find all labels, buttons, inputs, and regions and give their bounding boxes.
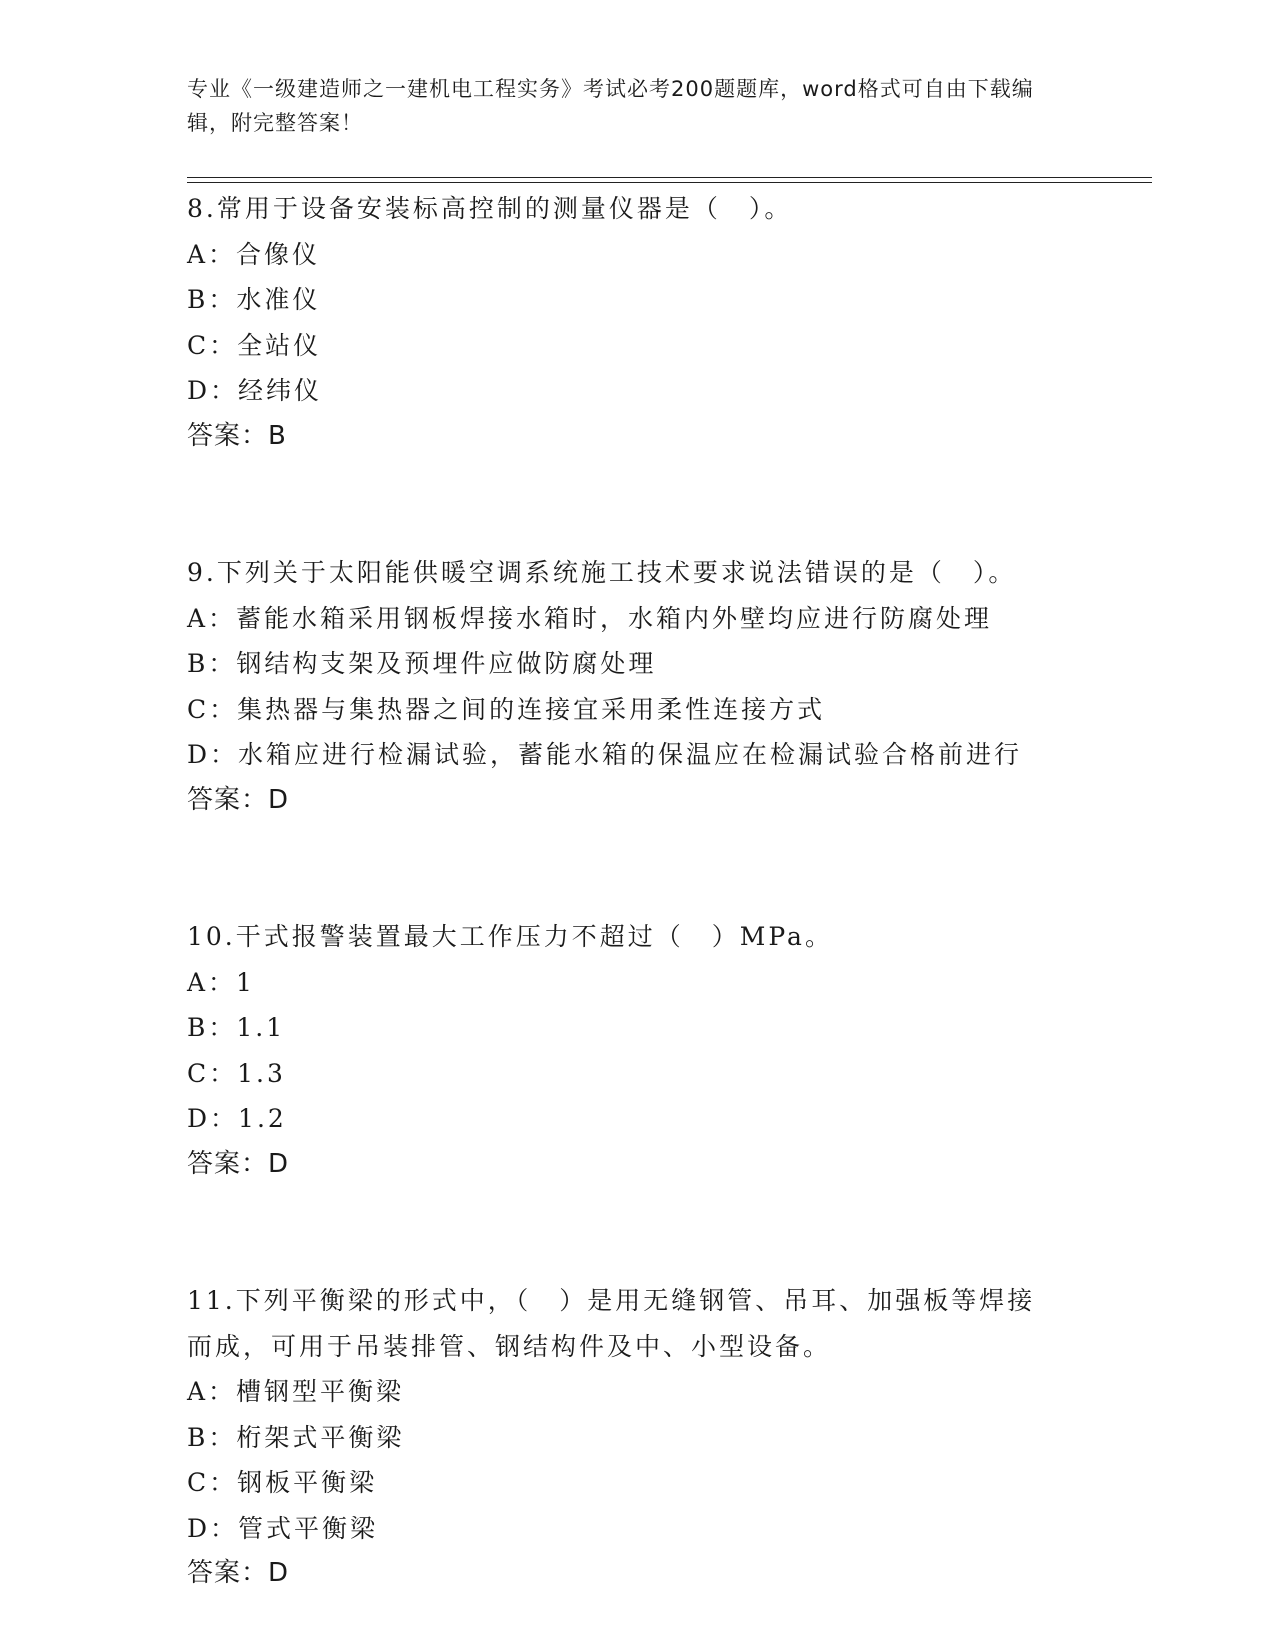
question-stem: 9.下列关于太阳能供暖空调系统施工技术要求说法错误的是（ ）。	[187, 558, 1017, 587]
option-a: A：槽钢型平衡梁	[187, 1377, 405, 1406]
document-header: 专业《一级建造师之一建机电工程实务》考试必考200题题库，word格式可自由下载编辑，附完整答案！	[187, 77, 1034, 135]
question-list	[187, 186, 1087, 1597]
option-c: C：1.3	[187, 1058, 286, 1088]
header-divider-bottom	[187, 182, 1152, 183]
question-spacer	[187, 1187, 1087, 1278]
question-item	[187, 550, 1087, 823]
question-stem: 11.下列平衡梁的形式中，（ ）是用无缝钢管、吊耳、加强板等焊接	[187, 1286, 1036, 1315]
question-stem: 10.干式报警装置最大工作压力不超过（ ）MPa。	[187, 922, 833, 951]
answer-line: 答案：D	[187, 1558, 290, 1588]
option-b: B：水准仪	[187, 285, 321, 314]
option-b: B：钢结构支架及预埋件应做防腐处理	[187, 649, 657, 678]
question-item	[187, 1278, 1087, 1597]
header-divider-top	[187, 177, 1152, 178]
answer-line: 答案：D	[187, 1148, 290, 1179]
question-spacer	[187, 459, 1087, 550]
question-item	[187, 186, 1087, 459]
option-d: D：管式平衡梁	[187, 1513, 379, 1543]
option-d: D：水箱应进行检漏试验，蓄能水箱的保温应在检漏试验合格前进行	[187, 740, 1023, 769]
option-c: C：集热器与集热器之间的连接宜采用柔性连接方式	[187, 694, 826, 724]
option-b: B：1.1	[187, 1013, 286, 1042]
option-a: A：合像仪	[187, 239, 321, 269]
answer-line: 答案：D	[187, 784, 290, 815]
option-b: B：桁架式平衡梁	[187, 1422, 405, 1452]
option-c: C：钢板平衡梁	[187, 1468, 378, 1497]
question-spacer	[187, 823, 1087, 914]
option-a: A：1	[187, 967, 255, 997]
question-stem-continued: 而成，可用于吊装排管、钢结构件及中、小型设备。	[187, 1331, 832, 1361]
option-c: C：全站仪	[187, 330, 322, 360]
option-d: D：1.2	[187, 1104, 287, 1133]
answer-line: 答案：B	[187, 420, 287, 451]
question-item	[187, 914, 1087, 1187]
question-stem: 8.常用于设备安装标高控制的测量仪器是（ ）。	[187, 194, 793, 223]
option-a: A：蓄能水箱采用钢板焊接水箱时，水箱内外壁均应进行防腐处理	[187, 603, 993, 633]
option-d: D：经纬仪	[187, 376, 323, 405]
